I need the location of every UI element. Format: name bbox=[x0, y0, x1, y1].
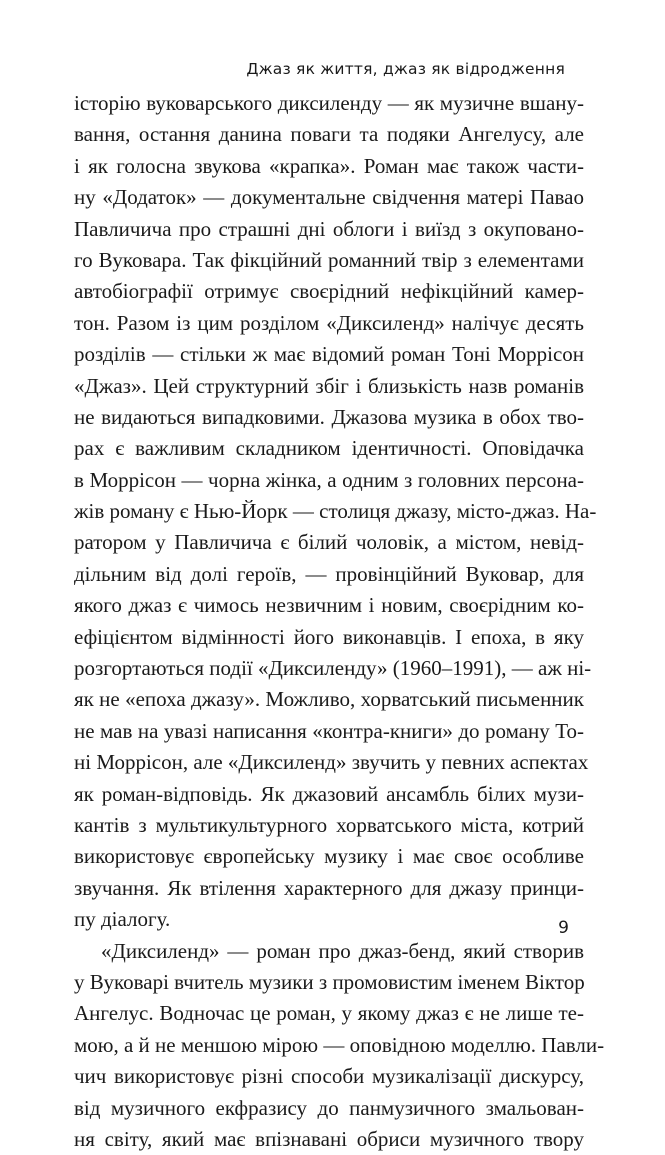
text-line: кантів з мультикультурного хорватського міста, котрий bbox=[74, 812, 584, 837]
text-line: ратором у Павличича є білий чоловік, а містом, невід- bbox=[74, 530, 584, 555]
text-line: звучання. Як втілення характерного для джазу принци- bbox=[74, 875, 584, 900]
body-text bbox=[74, 88, 605, 1155]
text-line: як роман-відповідь. Як джазовий ансамбль білих музи- bbox=[74, 781, 584, 806]
text-line: дільним від долі героїв, — провінційний Вуковар, для bbox=[74, 561, 584, 586]
text-line: ні Моррісон, але «Диксиленд» звучить у певних аспектах bbox=[74, 750, 589, 775]
text-line: Павличича про страшні дні облоги і виїзд з окуповано- bbox=[74, 216, 584, 241]
text-line: як не «епоха джазу». Можливо, хорватський письменник bbox=[74, 687, 584, 712]
text-line: мою, а й не меншою мірою — оповідною моделлю. Павли- bbox=[74, 1032, 605, 1057]
text-line: від музичного екфразису до панмузичного змальован- bbox=[74, 1095, 584, 1120]
text-line: вання, остання данина поваги та подяки Ангелусу, але bbox=[74, 122, 584, 147]
paragraph-2 bbox=[74, 936, 605, 1155]
text-line: чич використовує різні способи музикалізації дискурсу, bbox=[74, 1064, 584, 1089]
text-line: рах є важливим складником ідентичності. Оповідачка bbox=[74, 436, 584, 461]
page-number: 9 bbox=[558, 918, 569, 938]
text-line: не видаються випадковими. Джазова музика в обох тво- bbox=[74, 404, 584, 429]
text-line: ефіцієнтом відмінності його виконавців. І епоха, в яку bbox=[74, 624, 584, 649]
text-line: використовує європейську музику і має своє особливе bbox=[74, 844, 584, 869]
text-line: розділів — стільки ж має відомий роман Тоні Моррісон bbox=[74, 342, 584, 367]
text-line: Ангелус. Водночас це роман, у якому джаз є не лише те- bbox=[74, 1001, 584, 1026]
text-line: автобіографії отримує своєрідний нефікційний камер- bbox=[74, 279, 584, 304]
text-line: жів роману є Нью-Йорк — столиця джазу, місто-джаз. На- bbox=[74, 499, 597, 524]
text-line: у Вуковарі вчитель музики з промовистим іменем Віктор bbox=[74, 969, 585, 994]
text-line: не мав на увазі написання «контра-книги» до роману То- bbox=[74, 718, 584, 743]
text-line: «Джаз». Цей структурний збіг і близькість назв романів bbox=[74, 373, 584, 398]
text-line: в Моррісон — чорна жінка, а одним з головних персона- bbox=[74, 467, 584, 492]
text-line: і як голосна звукова «крапка». Роман має також части- bbox=[74, 153, 584, 178]
text-line: історію вуковарського диксиленду — як музичне вшану- bbox=[74, 91, 584, 115]
text-line: розгортаються події «Диксиленду» (1960–1991), — аж ні- bbox=[74, 656, 592, 681]
paragraph-1 bbox=[74, 88, 597, 936]
text-line: го Вуковара. Так фікційний романний твір з елементами bbox=[74, 247, 584, 272]
text-line: ня світу, який має впізнавані обриси музичного твору bbox=[74, 1126, 584, 1151]
text-line: пу діалогу. bbox=[74, 907, 171, 932]
text-line: «Диксиленд» — роман про джаз-бенд, який створив bbox=[101, 938, 584, 963]
text-line: тон. Разом із цим розділом «Диксиленд» налічує десять bbox=[74, 310, 584, 335]
text-line: ну «Додаток» — документальне свідчення матері Павао bbox=[74, 185, 584, 210]
running-head: Джаз як життя, джаз як відродження bbox=[246, 60, 565, 78]
text-line: якого джаз є чимось незвичним і новим, своєрідним ко- bbox=[74, 593, 584, 618]
